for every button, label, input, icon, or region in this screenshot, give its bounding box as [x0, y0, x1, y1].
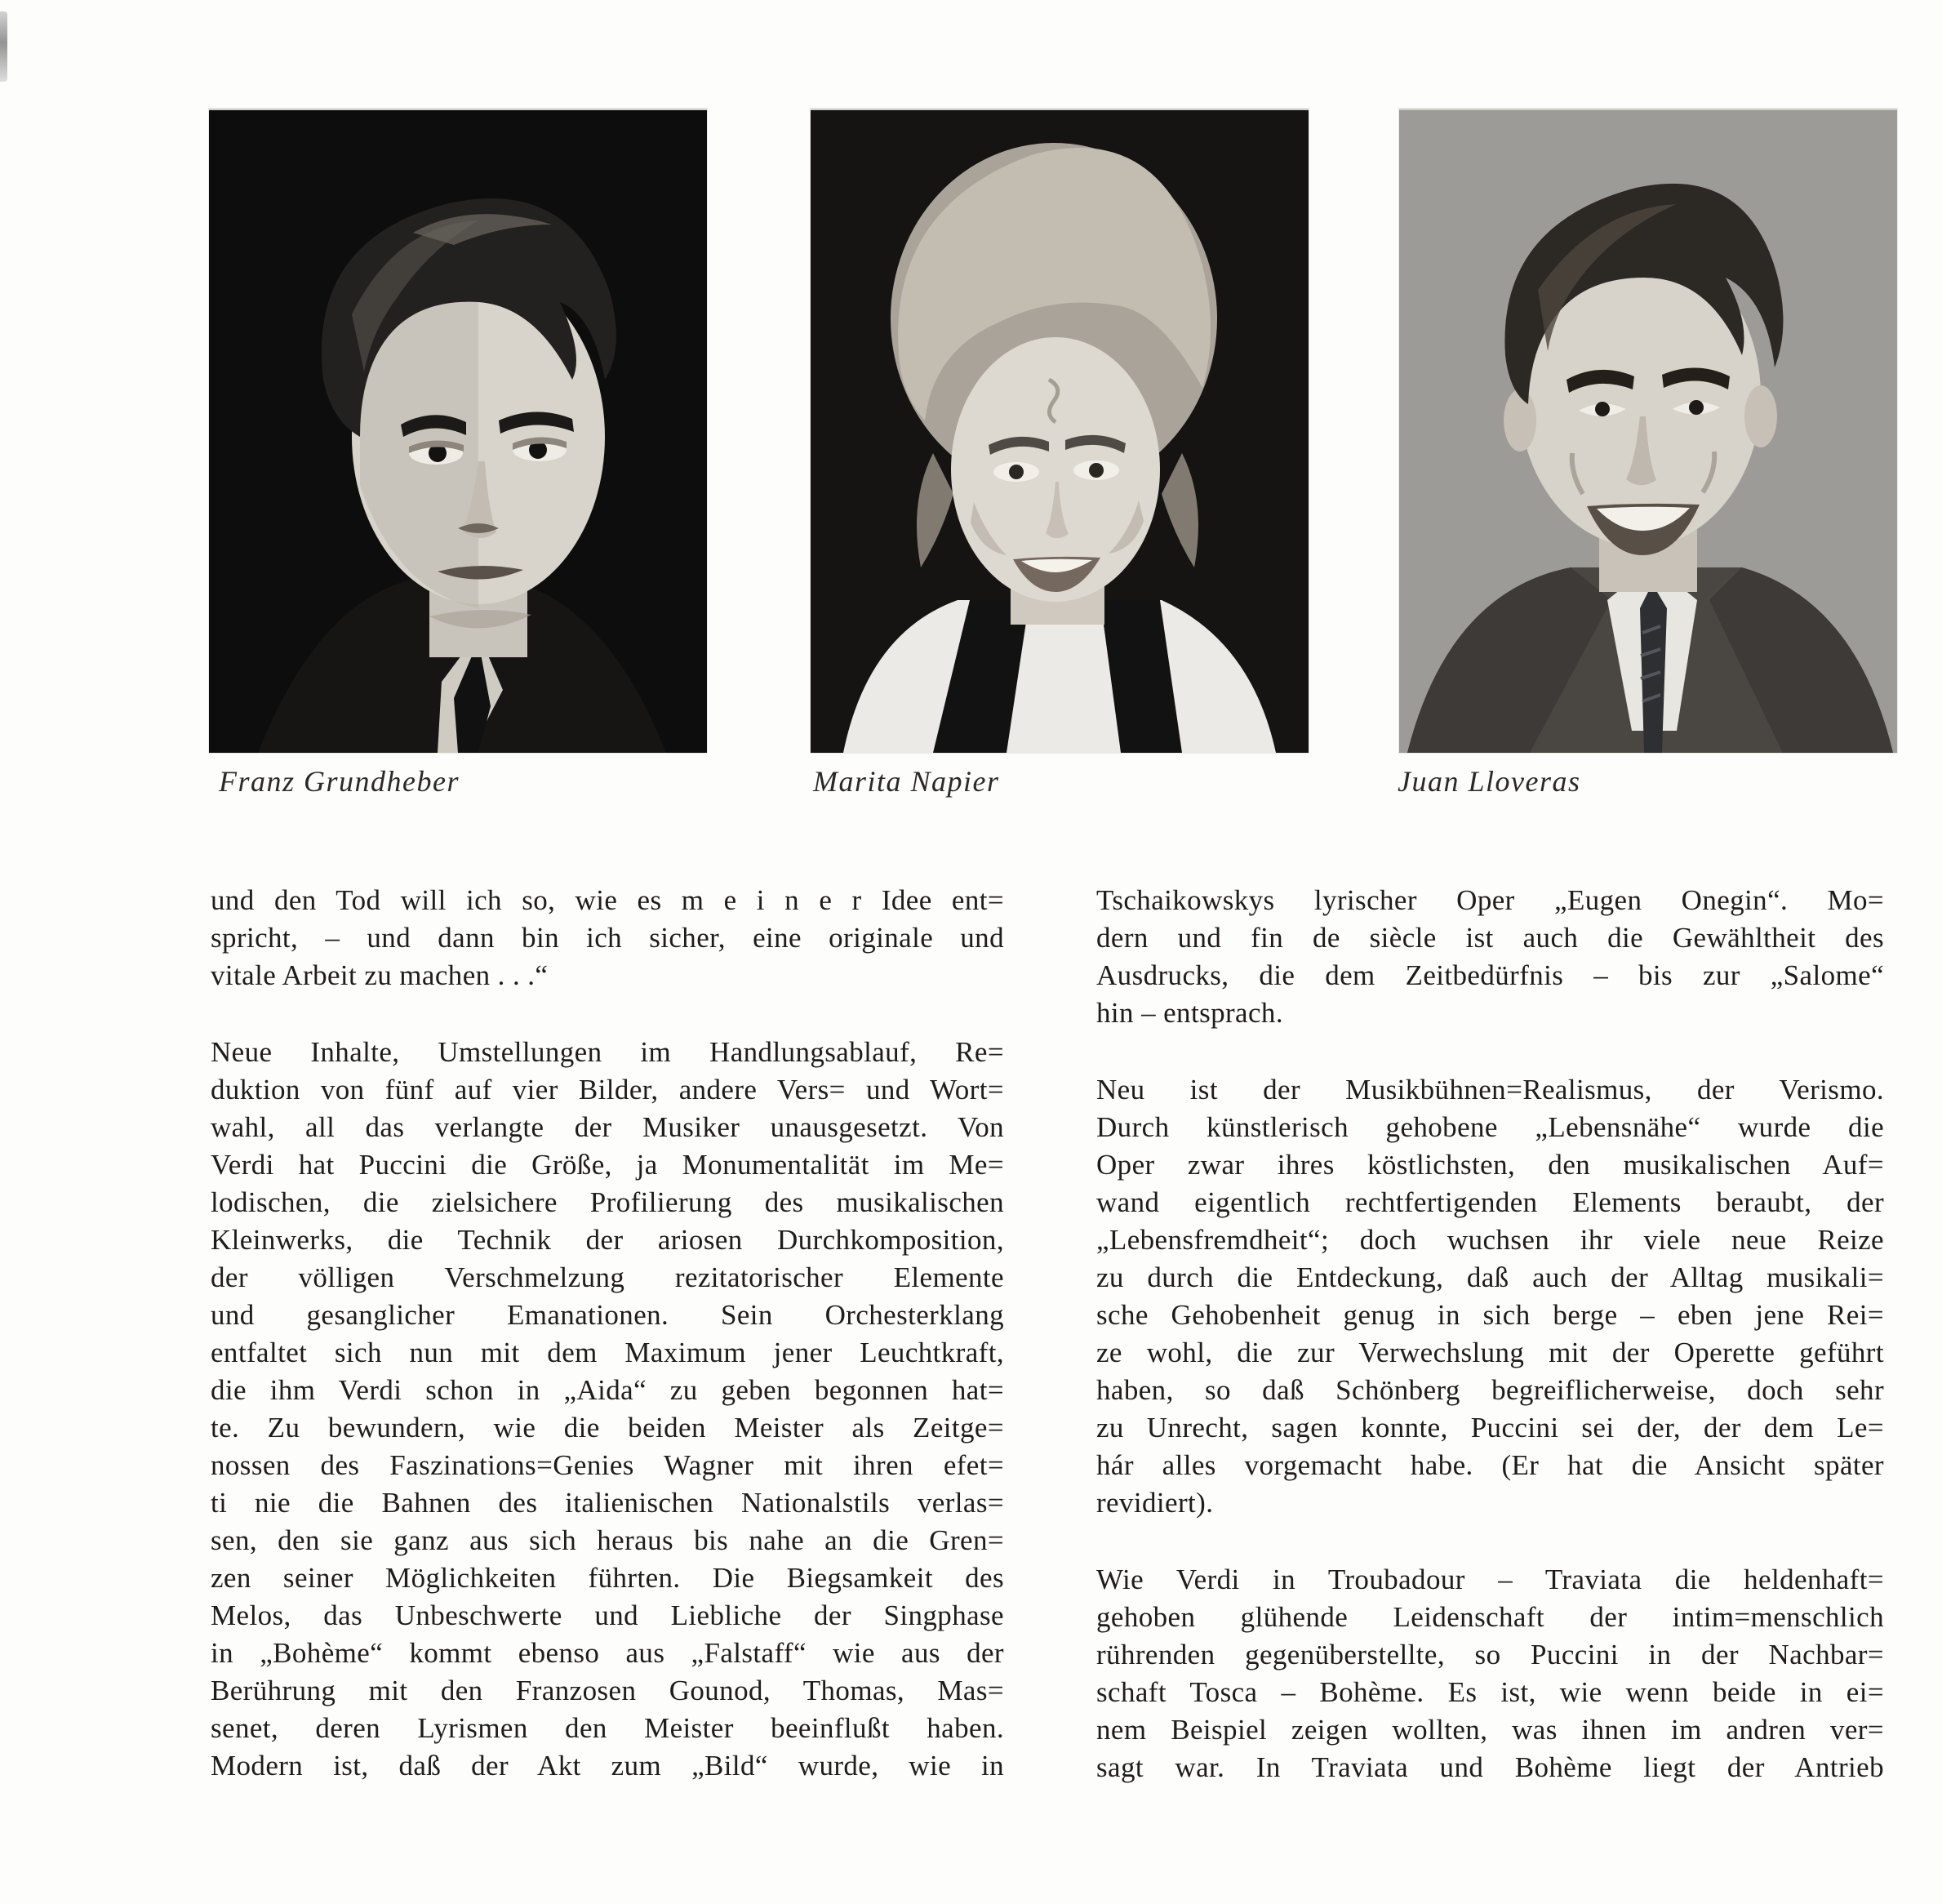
scan-artifact — [0, 11, 7, 82]
text-line: entfaltet sich nun mit dem Maximum jener Leuchtkraft, — [211, 1337, 1004, 1368]
text-line: Wie Verdi in Troubadour – Traviata die heldenhaft= — [1096, 1564, 1884, 1595]
text-line: sen, den sie ganz aus sich heraus bis nahe an die Gren= — [211, 1524, 1004, 1556]
text-line: hin – entsprach. — [1096, 997, 1283, 1029]
text-column-right — [1096, 882, 1884, 1826]
text-line: lodischen, die zielsichere Profilierung des musikalischen — [211, 1186, 1004, 1218]
text-line: haben, so daß Schönberg begreiflicherweise, doch sehr — [1096, 1374, 1884, 1406]
portrait-art-man-dark — [209, 110, 707, 753]
text-line: sche Gehobenheit genug in sich berge – eben jene Rei= — [1096, 1299, 1884, 1331]
text-line: revidiert). — [1096, 1487, 1214, 1519]
text-line: te. Zu bewundern, wie die beiden Meister als Zeitge= — [211, 1412, 1004, 1444]
text-line: duktion von fünf auf vier Bilder, andere Vers= und Wort= — [211, 1074, 1004, 1105]
paragraph — [1096, 1561, 1884, 1786]
text-line: und den Tod will ich so, wie es m e i n e r Idee ent= — [211, 884, 1004, 916]
paragraph — [1096, 882, 1884, 1032]
text-line: wand eigentlich rechtfertigenden Elements beraubt, der — [1096, 1186, 1884, 1218]
text-line: sagt war. In Traviata und Bohème liegt der Antrieb — [1096, 1751, 1884, 1783]
paragraph — [1096, 1071, 1884, 1522]
text-line: und gesanglicher Emanationen. Sein Orchesterklang — [211, 1299, 1004, 1331]
text-line: ti nie die Bahnen des italienischen Nationalstils verlas= — [211, 1487, 1004, 1519]
text-line: Neu ist der Musikbühnen=Realismus, der Verismo. — [1096, 1074, 1884, 1105]
text-line: Melos, das Unbeschwerte und Liebliche der Singphase — [211, 1599, 1004, 1631]
text-line: die ihm Verdi schon in „Aida“ zu geben begonnen hat= — [211, 1374, 1004, 1406]
text-line: Verdi hat Puccini die Größe, ja Monumentalität im Me= — [211, 1149, 1004, 1181]
text-line: dern und fin de siècle ist auch die Gewähltheit des — [1096, 922, 1884, 954]
text-line: gehoben glühende Leidenschaft der intim=menschlich — [1096, 1601, 1884, 1633]
text-line: nossen des Faszinations=Genies Wagner mit ihren efet= — [211, 1449, 1004, 1481]
portrait-photo-marita-napier — [811, 109, 1309, 753]
text-line: hár alles vorgemacht habe. (Er hat die Ansicht später — [1096, 1449, 1884, 1481]
portrait-photo-franz-grundheber — [209, 109, 707, 753]
text-line: nem Beispiel zeigen wollten, was ihnen im andren ver= — [1096, 1714, 1884, 1746]
text-line: ze wohl, die zur Verwechslung mit der Operette geführt — [1096, 1337, 1884, 1368]
paragraph — [211, 1034, 1004, 1785]
text-line: zu Unrecht, sagen konnte, Puccini sei der, der dem Le= — [1096, 1412, 1884, 1444]
text-line: „Lebensfremdheit“; doch wuchsen ihr viele neue Reize — [1096, 1224, 1884, 1256]
text-line: Ausdrucks, die dem Zeitbedürfnis – bis zur „Salome“ — [1096, 959, 1884, 991]
portrait-art-man-smiling — [1399, 110, 1897, 753]
photo-caption-juan-lloveras: Juan Lloveras — [1398, 765, 1581, 798]
portrait-photo-juan-lloveras — [1399, 109, 1897, 753]
text-line: schaft Tosca – Bohème. Es ist, wie wenn beide in ei= — [1096, 1676, 1884, 1708]
text-line: rührenden gegenüberstellte, so Puccini in der Nachbar= — [1096, 1639, 1884, 1670]
text-line: Tschaikowskys lyrischer Oper „Eugen Onegin“. Mo= — [1096, 884, 1884, 916]
text-line: Oper zwar ihres köstlichsten, den musikalischen Auf= — [1096, 1149, 1884, 1181]
portrait-art-woman-bouffant — [811, 110, 1309, 753]
text-line: wahl, all das verlangte der Musiker unausgesetzt. Von — [211, 1111, 1004, 1143]
text-line: zen seiner Möglichkeiten führten. Die Biegsamkeit des — [211, 1562, 1004, 1594]
photo-caption-franz-grundheber: Franz Grundheber — [219, 765, 460, 798]
text-line: spricht, – und dann bin ich sicher, eine originale und — [211, 922, 1004, 954]
text-line: in „Bohème“ kommt ebenso aus „Falstaff“ wie aus der — [211, 1637, 1004, 1669]
text-column-left — [211, 882, 1004, 1824]
text-line: zu durch die Entdeckung, daß auch der Alltag musikali= — [1096, 1261, 1884, 1293]
paragraph — [211, 882, 1004, 994]
photo-caption-marita-napier: Marita Napier — [813, 765, 1000, 798]
text-line: Berührung mit den Franzosen Gounod, Thomas, Mas= — [211, 1675, 1004, 1706]
text-line: Kleinwerks, die Technik der ariosen Durchkomposition, — [211, 1224, 1004, 1256]
text-line: senet, deren Lyrismen den Meister beeinflußt haben. — [211, 1712, 1004, 1744]
text-line: Neue Inhalte, Umstellungen im Handlungsablauf, Re= — [211, 1036, 1004, 1068]
text-line: vitale Arbeit zu machen . . .“ — [211, 959, 549, 991]
text-line: Modern ist, daß der Akt zum „Bild“ wurde, wie in — [211, 1750, 1004, 1782]
text-line: der völligen Verschmelzung rezitatorischer Elemente — [211, 1261, 1004, 1293]
text-line: Durch künstlerisch gehobene „Lebensnähe“ wurde die — [1096, 1111, 1884, 1143]
